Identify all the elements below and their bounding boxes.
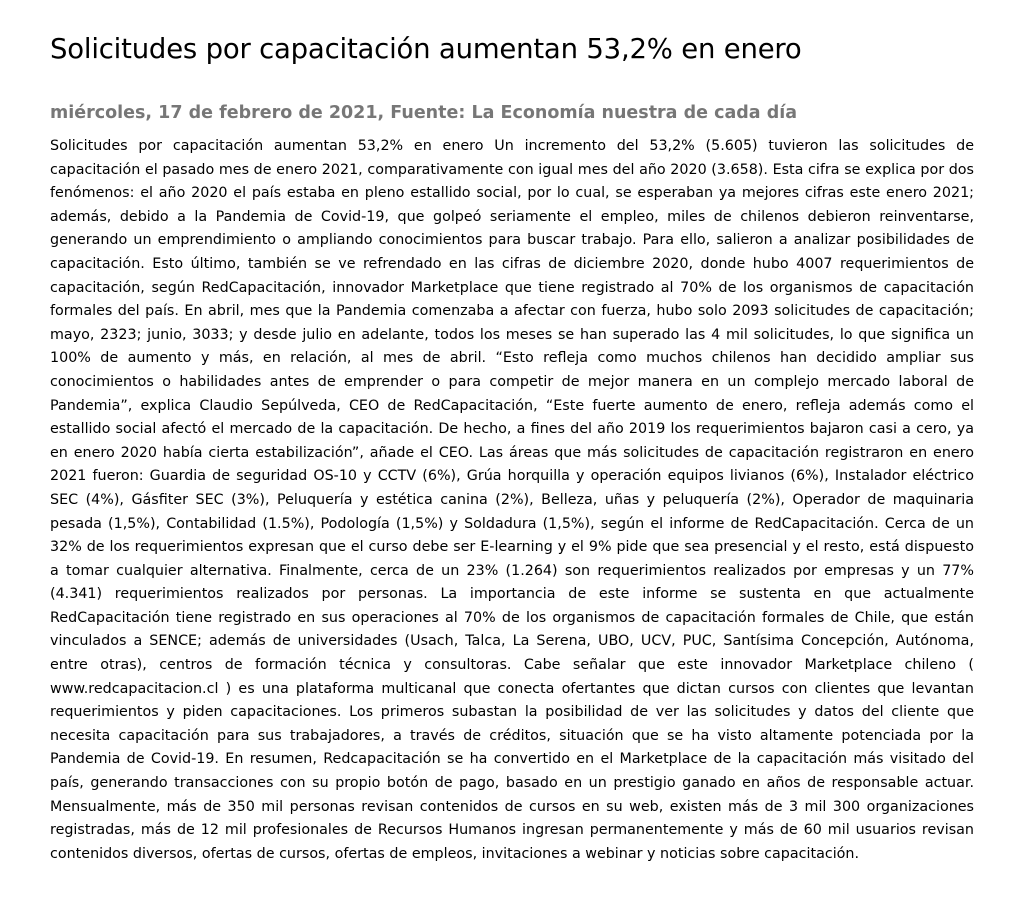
article-title: Solicitudes por capacitación aumentan 53,2% en enero xyxy=(50,33,802,65)
article xyxy=(50,0,974,866)
article-body: Solicitudes por capacitación aumentan 53,2% en enero Un incremento del 53,2% (5.605) tuvieron las solicitudes de capacitación el pasado mes de enero 2021, comparativamente con igual mes del año 2020 (3.658). Esta cifra se explica por dos fenómenos: el año 2020 el país estaba en pleno estallido social, por lo cual, se esperaban ya mejores cifras este enero 2021; además, debido a la Pandemia de Covid-19, que golpeó seriamente el empleo, miles de chilenos debieron reinventarse, generando un emprendimiento o ampliando conocimientos para buscar trabajo. Para ello, salieron a analizar posibilidades de capacitación. Esto último, también se ve refrendado en las cifras de diciembre 2020, donde hubo 4007 requerimientos de capacitación, según RedCapacitación, innovador Marketplace que tiene registrado al 70% de los organismos de capacitación formales del país. En abril, mes que la Pandemia comenzaba a afectar con fuerza, hubo solo 2093 solicitudes de capacitación; mayo, 2323; junio, 3033; y desde julio en adelante, todos los meses se han superado las 4 mil solicitudes, lo que significa un 100% de aumento y más, en relación, al mes de abril. “Esto refleja como muchos chilenos han decidido ampliar sus conocimientos o habilidades antes de emprender o para competir de mejor manera en un complejo mercado laboral de Pandemia”, explica Claudio Sepúlveda, CEO de RedCapacitación, “Este fuerte aumento de enero, refleja además como el estallido social afectó el mercado de la capacitación. De hecho, a fines del año 2019 los requerimientos bajaron casi a cero, ya en enero 2020 había cierta estabilización”, añade el CEO. Las áreas que más solicitudes de capacitación registraron en enero 2021 fueron: Guardia de seguridad OS-10 y CCTV (6%), Grúa horquilla y operación equipos livianos (6%), Instalador eléctrico SEC (4%), Gásfiter SEC (3%), Peluquería y estética canina (2%), Belleza, uñas y peluquería (2%), Operador de maquinaria pesada (1,5%), Contabilidad (1.5%), Podología (1,5%) y Soldadura (1,5%), según el informe de RedCapacitación. Cerca de un 32% de los requerimientos expresan que el curso debe ser E-learning y el 9% pide que sea presencial y el resto, está dispuesto a tomar cualquier alternativa. Finalmente, cerca de un 23% (1.264) son requerimientos realizados por empresas y un 77% (4.341) requerimientos realizados por personas. La importancia de este informe se sustenta en que actualmente RedCapacitación tiene registrado en sus operaciones al 70% de los organismos de capacitación formales de Chile, que están vinculados a SENCE; además de universidades (Usach, Talca, La Serena, UBO, UCV, PUC, Santísima Concepción, Autónoma, entre otras), centros de formación técnica y consultoras. Cabe señalar que este innovador Marketplace chileno ( www.redcapacitacion.cl ) es una plataforma multicanal que conecta ofertantes que dictan cursos con clientes que levantan requerimientos y piden capacitaciones. Los primeros subastan la posibilidad de ver las solicitudes y datos del cliente que necesita capacitación para sus trabajadores, a través de créditos, situación que se ha visto altamente potenciada por la Pandemia de Covid-19. En resumen, Redcapacitación se ha convertido en el Marketplace de la capacitación más visitado del país, generando transacciones con su propio botón de pago, basado en un prestigio ganado en años de responsable actuar. Mensualmente, más de 350 mil personas revisan contenidos de cursos en su web, existen más de 3 mil 300 organizaciones registradas, más de 12 mil profesionales de Recursos Humanos ingresan permanentemente y más de 60 mil usuarios revisan contenidos diversos, ofertas de cursos, ofertas de empleos, invitaciones a webinar y noticias sobre capacitación. xyxy=(50,138,974,862)
article-date-source: miércoles, 17 de febrero de 2021, Fuente: La Economía nuestra de cada día xyxy=(50,103,798,123)
